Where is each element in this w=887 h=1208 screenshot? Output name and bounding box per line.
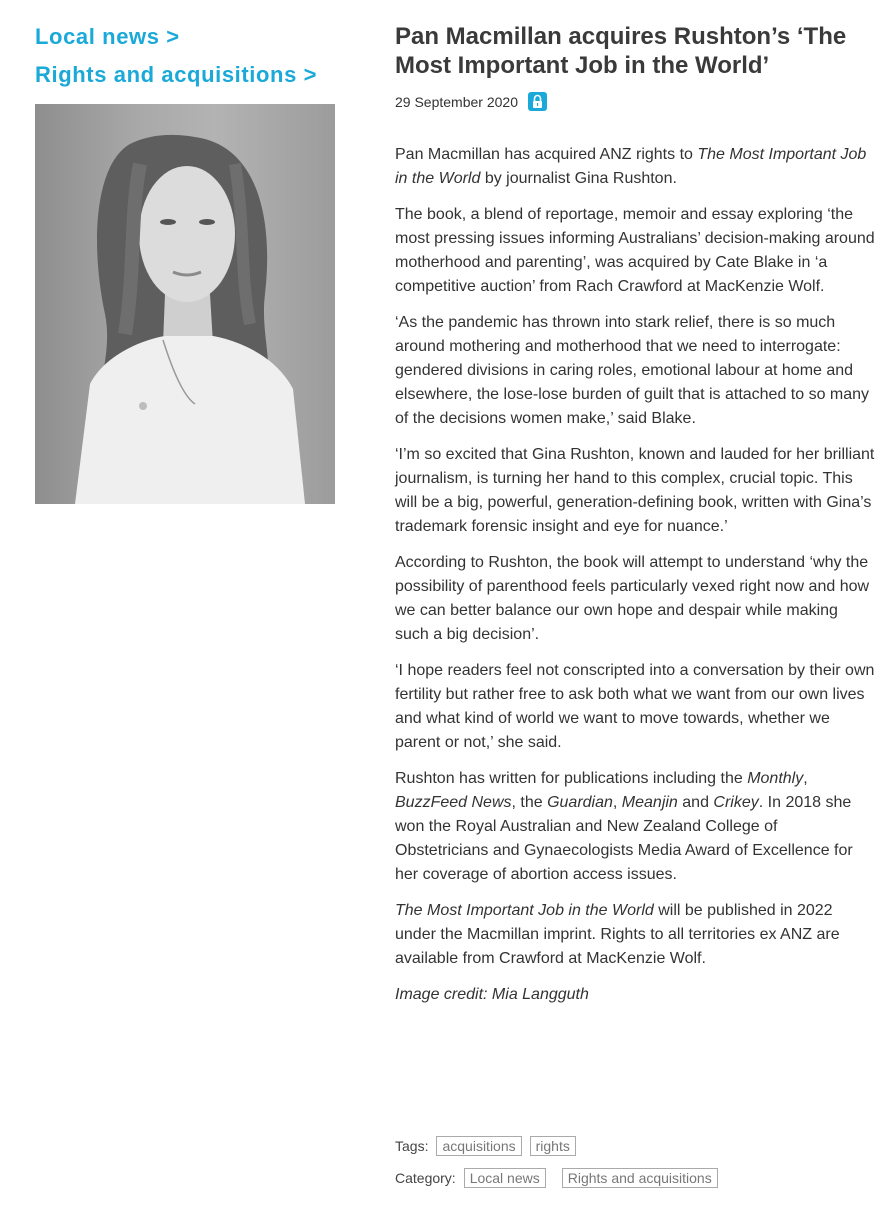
article — [395, 22, 875, 1007]
author-photo — [35, 104, 335, 504]
category-label: Category: — [395, 1170, 456, 1186]
category-row — [395, 1168, 718, 1188]
paragraph-text: The book, a blend of reportage, memoir and essay exploring ‘the most pressing issues informing Australians’ decision-making around motherhood and parenting’, was acquired by Cate Blake in ‘a competitive auction’ from Rach Crawford at MacKenzie Wolf. — [395, 206, 875, 295]
paragraph-text: by journalist Gina Rushton. — [480, 170, 677, 187]
category-local-news[interactable]: Local news — [464, 1168, 546, 1188]
article-date: 29 September 2020 — [395, 93, 518, 110]
tags-label: Tags: — [395, 1138, 429, 1154]
sidebar — [35, 24, 335, 504]
article-footer — [395, 1136, 718, 1200]
italic-text: Monthly — [747, 770, 804, 787]
article-meta — [395, 92, 875, 111]
article-paragraph — [395, 659, 875, 755]
article-body — [395, 143, 875, 971]
article-paragraph — [395, 203, 875, 299]
article-paragraph — [395, 443, 875, 539]
paragraph-text: ‘I hope readers feel not conscripted into a conversation by their own fertility but rather free to ask both what we want from our own lives and what kind of world we want to move towards, whether we parent or not,’ she said. — [395, 662, 875, 751]
italic-text: The Most Important Job in the World — [395, 146, 867, 187]
lock-icon — [528, 92, 547, 111]
paragraph-text: , the — [511, 794, 548, 811]
paragraph-text: Rushton has written for publications including the — [395, 770, 748, 787]
category-rights-and-acquisitions[interactable]: Rights and acquisitions — [562, 1168, 718, 1188]
tag-acquisitions[interactable]: acquisitions — [436, 1136, 521, 1156]
article-paragraph — [395, 311, 875, 431]
paragraph-text: , — [612, 794, 622, 811]
paragraph-text: , — [803, 770, 808, 787]
italic-text: BuzzFeed News — [395, 794, 512, 811]
paragraph-text: ‘As the pandemic has thrown into stark relief, there is so much around mothering and motherhood that we need to interrogate: gendered divisions in caring roles, emotional labour at home and elsewhere, the lose-lose burden of guilt that is attached to so many of the decisions women make,’ said Blake. — [395, 314, 870, 427]
paragraph-text: According to Rushton, the book will attempt to understand ‘why the possibility of parenthood feels particularly vexed right now and how we can better balance our own hope and despair while making such a big decision’. — [395, 554, 870, 643]
article-paragraph — [395, 551, 875, 647]
italic-text: The Most Important Job in the World — [395, 902, 654, 919]
article-paragraph — [395, 767, 875, 887]
italic-text: Meanjin — [621, 794, 678, 811]
paragraph-text: ‘I’m so excited that Gina Rushton, known and lauded for her brilliant journalism, is turning her hand to this complex, crucial topic. This will be a big, powerful, generation-defining book, written with Gina’s trademark forensic insight and eye for nuance.’ — [395, 446, 875, 535]
rights-and-acquisitions-link[interactable]: Rights and acquisitions > — [35, 62, 318, 87]
portrait-photo-icon — [35, 104, 335, 504]
article-paragraph — [395, 143, 875, 191]
paragraph-text: will be published in 2022 under the Macmillan imprint. Rights to all territories ex ANZ are available from Crawford at MacKenzie Wolf. — [395, 902, 840, 967]
local-news-link[interactable]: Local news > — [35, 24, 180, 49]
paragraph-text: Pan Macmillan has acquired ANZ rights to — [395, 146, 698, 163]
article-paragraph — [395, 899, 875, 971]
paragraph-text: and — [677, 794, 714, 811]
article-title: Pan Macmillan acquires Rushton’s ‘The Most Important Job in the World’ — [395, 23, 847, 79]
image-credit: Image credit: Mia Langguth — [395, 986, 589, 1003]
italic-text: Crikey — [713, 794, 759, 811]
paragraph-text: . In 2018 she won the Royal Australian and New Zealand College of Obstetricians and Gynaecologists Media Award of Excellence for her coverage of abortion access issues. — [395, 794, 853, 883]
tag-rights[interactable]: rights — [530, 1136, 576, 1156]
tags-row — [395, 1136, 718, 1156]
italic-text: Guardian — [547, 794, 613, 811]
